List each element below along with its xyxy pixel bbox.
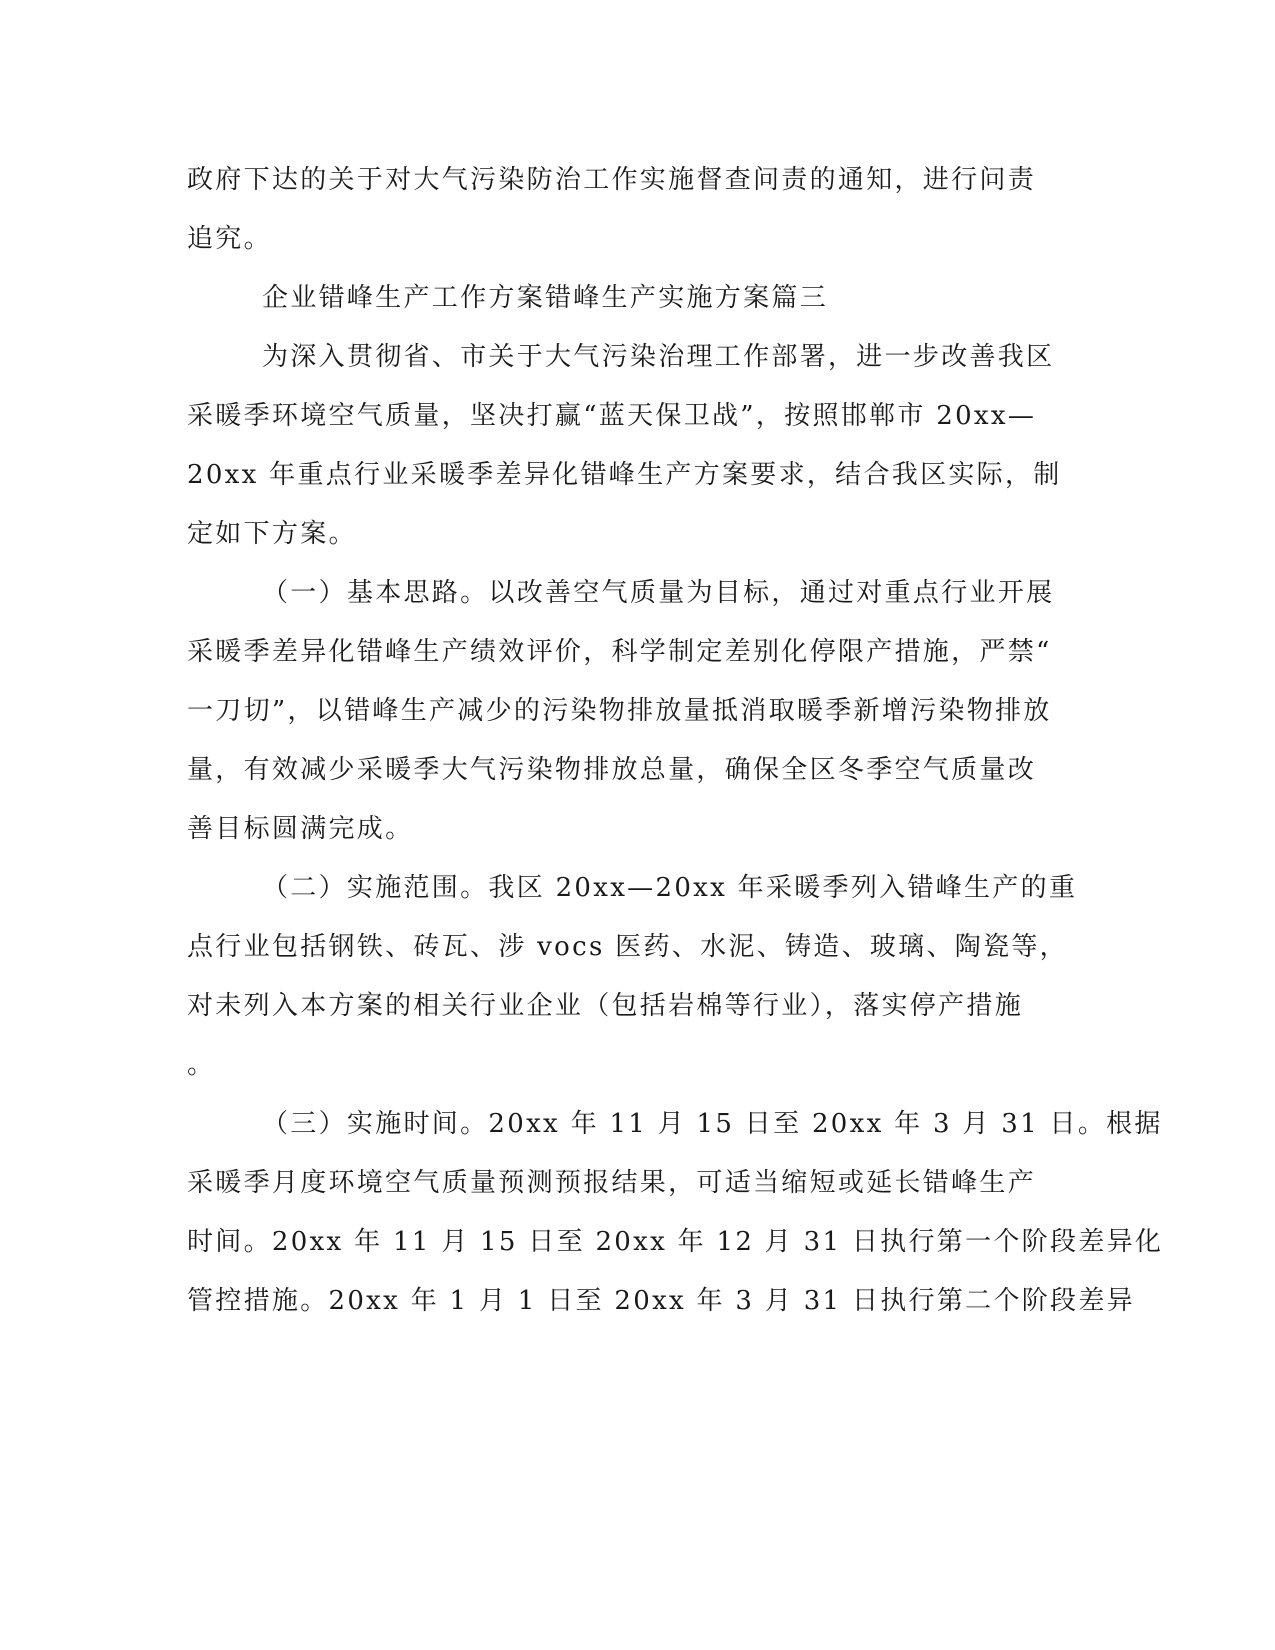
text-line: 时间。20xx 年 11 月 15 日至 20xx 年 12 月 31 日执行第一个阶段差异化 <box>187 1227 1164 1257</box>
text-line: 采暖季环境空气质量，坚决打赢“蓝天保卫战”，按照邯郸市 20xx— <box>187 401 1037 431</box>
text-line: （一）基本思路。以改善空气质量为目标，通过对重点行业开展 <box>262 578 1055 608</box>
text-line: 善目标圆满完成。 <box>187 814 414 844</box>
text-line: 对未列入本方案的相关行业企业（包括岩棉等行业），落实停产措施 <box>187 991 1024 1021</box>
text-line: 。 <box>187 1050 216 1080</box>
section-heading: 企业错峰生产工作方案错峰生产实施方案篇三 <box>262 283 829 313</box>
text-line: 量，有效减少采暖季大气污染物排放总量，确保全区冬季空气质量改 <box>187 755 1037 785</box>
text-line: 点行业包括钢铁、砖瓦、涉 vocs 医药、水泥、铸造、玻璃、陶瓷等， <box>187 932 1068 962</box>
text-line: 为深入贯彻省、市关于大气污染治理工作部署，进一步改善我区 <box>262 342 1055 372</box>
text-line: 管控措施。20xx 年 1 月 1 日至 20xx 年 3 月 31 日执行第二个阶段差异 <box>187 1286 1135 1316</box>
text-line: 采暖季月度环境空气质量预测预报结果，可适当缩短或延长错峰生产 <box>187 1168 1037 1198</box>
text-line: 定如下方案。 <box>187 519 357 549</box>
text-line: 采暖季差异化错峰生产绩效评价，科学制定差别化停限产措施，严禁“ <box>187 637 1052 667</box>
text-line: （三）实施时间。20xx 年 11 月 15 日至 20xx 年 3 月 31 日。根据 <box>262 1109 1163 1139</box>
text-line: 政府下达的关于对大气污染防治工作实施督查问责的通知，进行问责 <box>187 165 1037 195</box>
text-line: 追究。 <box>187 224 272 254</box>
text-line: 20xx 年重点行业采暖季差异化错峰生产方案要求，结合我区实际，制 <box>187 460 1062 490</box>
text-line: 一刀切”，以错峰生产减少的污染物排放量抵消取暖季新增污染物排放 <box>187 696 1052 726</box>
text-line: （二）实施范围。我区 20xx—20xx 年采暖季列入错峰生产的重 <box>262 873 1078 903</box>
